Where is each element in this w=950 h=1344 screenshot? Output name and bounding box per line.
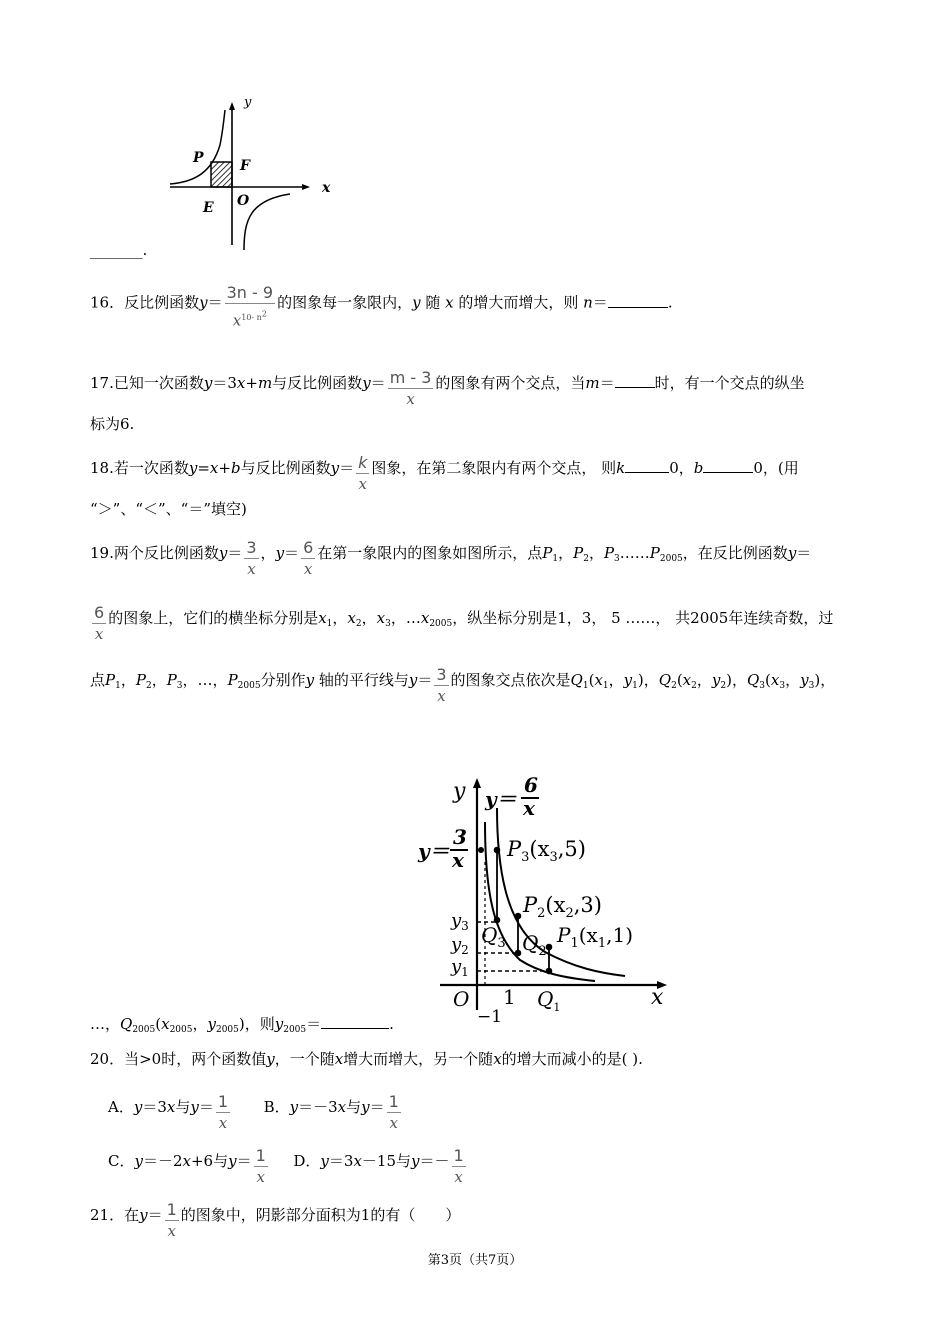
label-origin: O	[453, 987, 470, 1011]
hyperbola-branch-right	[244, 194, 290, 250]
answer-blank[interactable]	[608, 293, 668, 308]
svg-text:P3(x3,5): $P_3(x_3,5)$	[507, 837, 586, 865]
question-20: 20．当>0时，两个函数值y，一个随x增大而增大，另一个随x的增大而减小的是( ).	[90, 1050, 643, 1068]
label-x: x	[322, 180, 331, 196]
label-y-3-over-x	[417, 825, 468, 872]
y-axis-arrow	[229, 102, 235, 110]
label-q1: $Q_1$	[537, 987, 561, 1014]
svg-text:P1(x1,1): $P_1(x_1,1)$	[557, 923, 634, 951]
fraction: $\frac{1}{x}$	[255, 1146, 266, 1186]
svg-text:P2(x2,3): $P_2(x_2,3)$	[523, 893, 602, 921]
label-F: F	[240, 158, 250, 174]
fraction: $\frac{3}{x}$	[436, 665, 447, 705]
fraction: $\frac{6}{x}$	[94, 603, 105, 643]
fraction: $\frac{1}{x}$	[453, 1146, 464, 1186]
label-y3: $y_3$	[451, 910, 469, 933]
figure-two-hyperbolas	[415, 770, 675, 1025]
page-footer: 第3页（共7页）	[427, 1253, 523, 1268]
tick-1: 1	[503, 985, 516, 1009]
label-y-6-over-x	[484, 773, 539, 820]
fraction: $\frac{1}{x}$	[217, 1092, 229, 1132]
answer-blank[interactable]	[615, 373, 655, 388]
option-d[interactable]: D．y＝3x－15与y＝－ $\frac{1}{x}$	[293, 1146, 464, 1186]
fraction: $\frac{3n - 9}{x^{10- n^2}}$	[226, 283, 274, 330]
label-O: O	[237, 193, 250, 209]
label-y2: $y_2$	[451, 934, 469, 957]
question-17: 17.已知一次函数y＝3x+m与反比例函数y＝ $\frac{m - 3}{x}$ 的图象有两个交点，当m＝ 时，有一个交点的纵坐	[90, 368, 805, 408]
fraction: $\frac{6}{x}$	[303, 538, 314, 578]
x-axis-arrow	[302, 184, 310, 190]
question-16: 16．反比例函数y＝ $\frac{3n - 9}{x^{10- n^2}}$ 的图象每一象限内，y 随 x 的增大而增大，则 n＝ .	[90, 283, 673, 330]
fraction: $\frac{3}{x}$	[246, 538, 257, 578]
point-q1	[546, 968, 553, 975]
question-20-options-cd	[108, 1146, 468, 1187]
fraction: $\frac{m - 3}{x}$	[389, 368, 432, 408]
question-19-line4: …，$Q_{2005}(x_{2005}$，$y_{2005}$)，则$y_{2005}=$ .	[90, 1015, 394, 1035]
point-q2	[515, 950, 522, 957]
question-17-line2: 标为6.	[90, 415, 135, 433]
question-20-options-ab	[108, 1092, 403, 1133]
tick-minus-1: −1	[477, 1007, 503, 1025]
label-y1: $y_1$	[451, 956, 469, 979]
option-c[interactable]: C．y＝－2x+6与y＝ $\frac{1}{x}$	[108, 1146, 266, 1186]
label-q3: $Q_3$	[481, 923, 506, 951]
question-19-line2: $\frac{6}{x}$ 的图象上，它们的横坐标分别是$x_1$，$x_2$，$x_3$，$\dots x_{2005}$，纵坐标分别是1，3， 5 ……， 共2005年连续奇数，过	[94, 603, 834, 643]
question-19: 19.两个反比例函数y＝ $\frac{3}{x}$ ，y＝ $\frac{6}{x}$ 在第一象限内的图象如图所示，点$P_1$，$P_2$，$P_3\dots\dots P_{2005}$，在反比例函数y＝	[90, 538, 812, 578]
label-y: y	[244, 95, 252, 110]
answer-blank[interactable]	[321, 1014, 389, 1029]
option-a[interactable]: A．y＝3x与y＝ $\frac{1}{x}$	[108, 1092, 229, 1132]
svg-text:y＝: y＝	[485, 787, 517, 811]
fraction: $\frac{1}{x}$	[166, 1200, 177, 1240]
question-18-line2: “＞”、“＜”、“＝”填空)	[90, 500, 247, 518]
question-19-line3: 点$P_1$，$P_2$，$P_3$，…，$P_{2005}$分别作y 轴的平行线与y＝ $\frac{3}{x}$ 的图象交点依次是$Q_1(x_1$，$y_1$)，$Q_2(x_2$，$y_2$)，$Q_3(x_3$，$y_3$)，	[90, 665, 836, 705]
label-q2: $Q_2$	[522, 931, 547, 959]
point-p3	[494, 847, 501, 854]
point-p2	[515, 913, 522, 920]
label-p1	[556, 923, 633, 951]
y-axis-label: y	[453, 779, 466, 804]
fraction: $\frac{k}{x}$	[358, 453, 368, 493]
question-21: 21．在y＝ $\frac{1}{x}$ 的图象中，阴影部分面积为1的有（ ）	[90, 1200, 461, 1240]
svg-text:6: 6	[524, 773, 538, 797]
q15-answer-blank: _______.	[90, 241, 148, 259]
label-p3	[506, 837, 586, 865]
label-P: P	[193, 150, 204, 166]
shaded-rectangle	[211, 162, 232, 187]
svg-text:3: 3	[453, 825, 467, 849]
fraction: $\frac{1}{x}$	[388, 1092, 399, 1132]
label-E: E	[203, 200, 214, 216]
label-p2	[522, 893, 602, 921]
answer-blank[interactable]	[625, 458, 669, 473]
answer-blank[interactable]	[703, 458, 753, 473]
question-18: 18.若一次函数y=x+b与反比例函数y＝ $\frac{k}{x}$ 图象，在第二象限内有两个交点， 则k 0，b 0，(用	[90, 453, 799, 493]
svg-text:x: x	[523, 796, 535, 820]
y-axis-arrow	[473, 778, 481, 788]
svg-text:x: x	[452, 848, 464, 872]
option-b[interactable]: B．y＝－3x与y＝ $\frac{1}{x}$	[263, 1092, 399, 1132]
point-p1	[546, 944, 553, 951]
svg-text:y＝: y＝	[418, 839, 450, 863]
point-left-top	[478, 847, 484, 853]
figure-hyperbola-rectangle	[160, 90, 350, 255]
x-axis-label: x	[651, 985, 664, 1010]
